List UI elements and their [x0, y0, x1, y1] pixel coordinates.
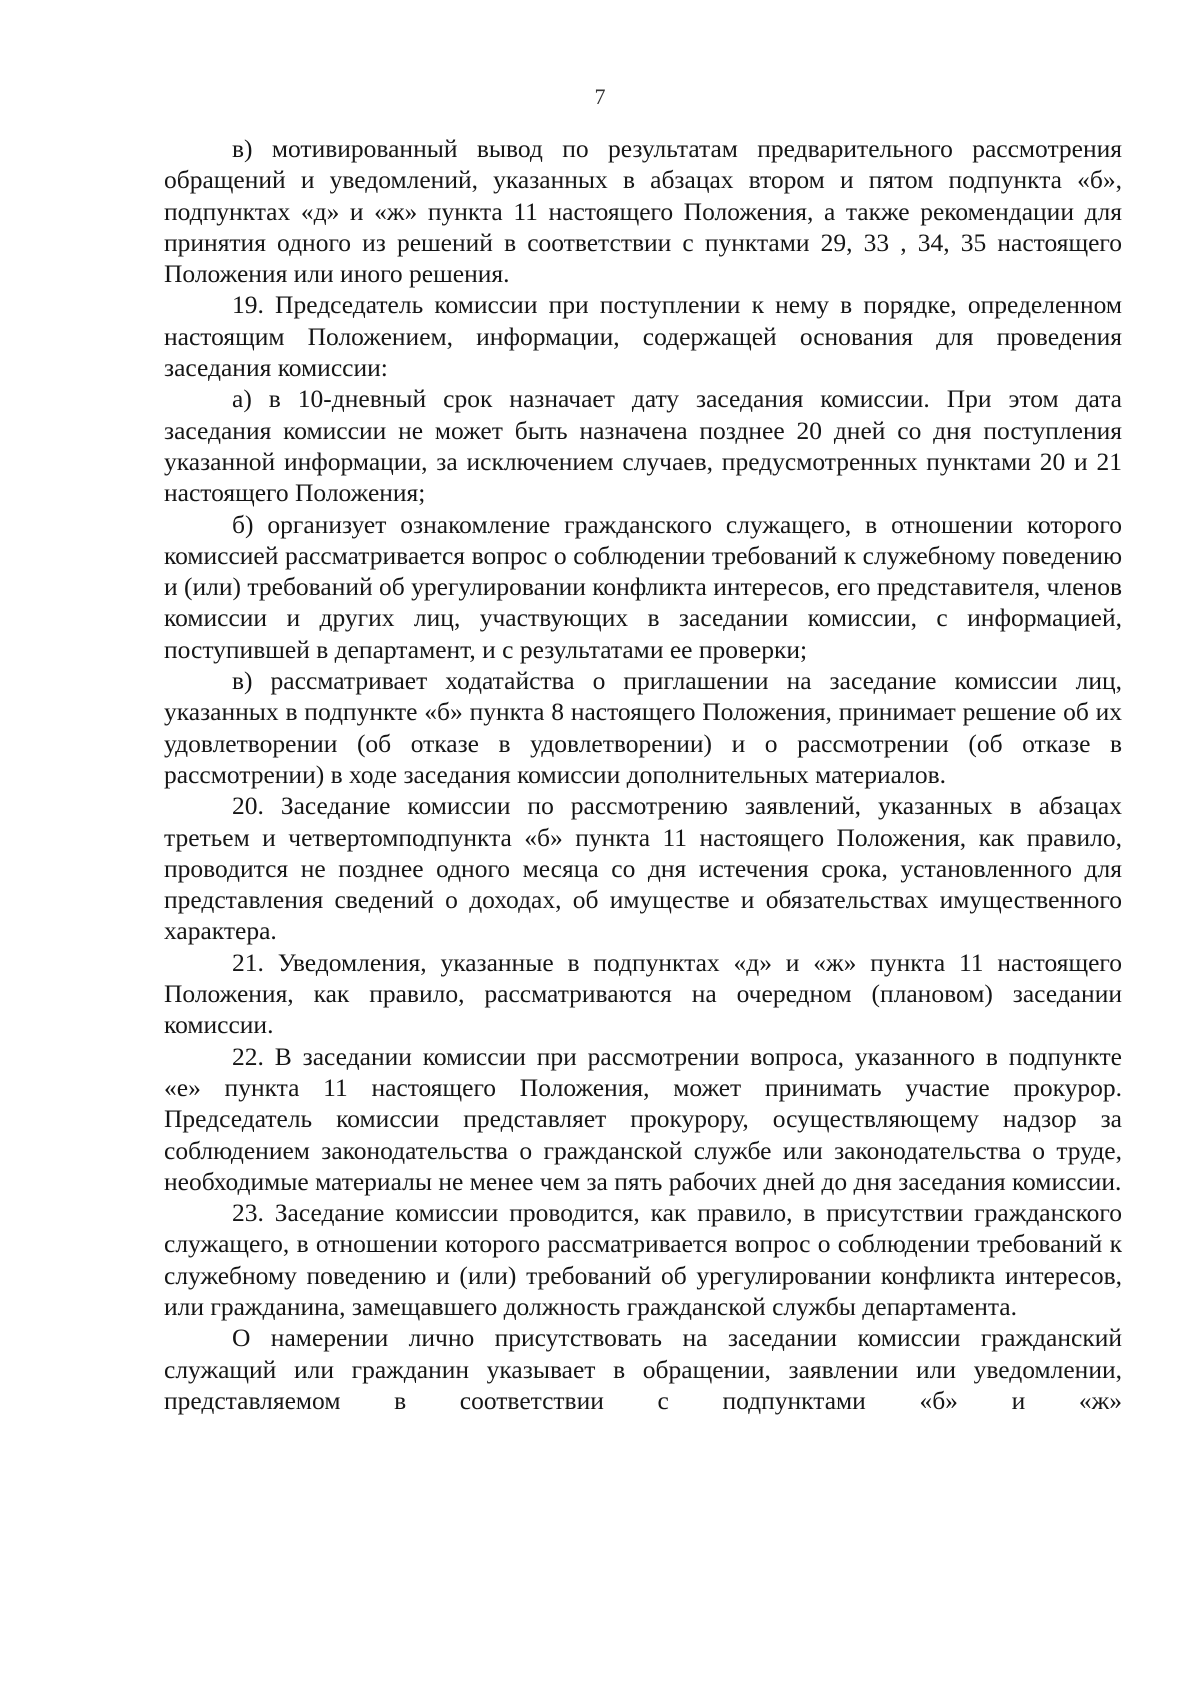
paragraph-21: 21. Уведомления, указанные в подпунктах «д» и «ж» пункта 11 настоящего Положения, как правило, рассматриваются на очередном (плановом) заседании комиссии. [164, 947, 1122, 1040]
paragraph-23: 23. Заседание комиссии проводится, как правило, в присутствии гражданского служащего, в отношении которого рассматривается вопрос о соблюдении требований к служебному поведению и (или) требований об урегулировании конфликта интересов, или гражданина, замещавшего должность гражданской службы департамента. [164, 1198, 1122, 1321]
paragraph-20: 20. Заседание комиссии по рассмотрению заявлений, указанных в абзацах третьем и четвертомподпункта «б» пункта 11 настоящего Положения, как правило, проводится не позднее одного месяца со дня истечения срока, установленного для представления сведений о доходах, об имуществе и обязательствах имущественного характера. [164, 791, 1122, 946]
paragraph-19-item-v: в) рассматривает ходатайства о приглашении на заседание комиссии лиц, указанных в подпункте «б» пункта 8 настоящего Положения, принимает решение об их удовлетворении (об отказе в удовлетворении) и о рассмотрении (об отказе в рассмотрении) в ходе заседания комиссии дополнительных материалов. [164, 666, 1122, 789]
page-number: 7 [594, 84, 606, 109]
document-body [164, 133, 1122, 1416]
paragraph-22: 22. В заседании комиссии при рассмотрении вопроса, указанного в подпункте «е» пункта 11 настоящего Положения, может принимать участие прокурор. Председатель комиссии представляет прокурору, осуществляющему надзор за соблюдением законодательства о гражданской службе или законодательства о труде, необходимые материалы не менее чем за пять рабочих дней до дня заседания комиссии. [164, 1041, 1122, 1196]
paragraph-19-item-a: а) в 10-дневный срок назначает дату заседания комиссии. При этом дата заседания комиссии не может быть назначена позднее 20 дней со дня поступления указанной информации, за исключением случаев, предусмотренных пунктами 20 и 21 настоящего Положения; [164, 384, 1122, 508]
paragraph-19-item-b: б) организует ознакомление гражданского служащего, в отношении которого комиссией рассматривается вопрос о соблюдении требований к служебному поведению и (или) требований об урегулировании конфликта интересов, его представителя, членов комиссии и других лиц, участвующих в заседании комиссии, с информацией, поступившей в департамент, и с результатами ее проверки; [164, 509, 1122, 664]
paragraph-item-v-reasoned-conclusion: в) мотивированный вывод по результатам предварительного рассмотрения обращений и уведомлений, указанных в абзацах втором и пятом подпункта «б», подпунктах «д» и «ж» пункта 11 настоящего Положения, а также рекомендации для принятия одного из решений в соответствии с пунктами 29, 33 , 34, 35 настоящего Положения или иного решения. [164, 134, 1122, 289]
paragraph-23-attendance-intention: О намерении лично присутствовать на заседании комиссии гражданский служащий или гражданин указывает в обращении, заявлении или уведомлении, представляемом в соответствии с подпунктами «б» и «ж» [164, 1323, 1122, 1415]
paragraph-19-chairman-duties: 19. Председатель комиссии при поступлении к нему в порядке, определенном настоящим Положением, информации, содержащей основания для проведения заседания комиссии: [164, 290, 1122, 383]
